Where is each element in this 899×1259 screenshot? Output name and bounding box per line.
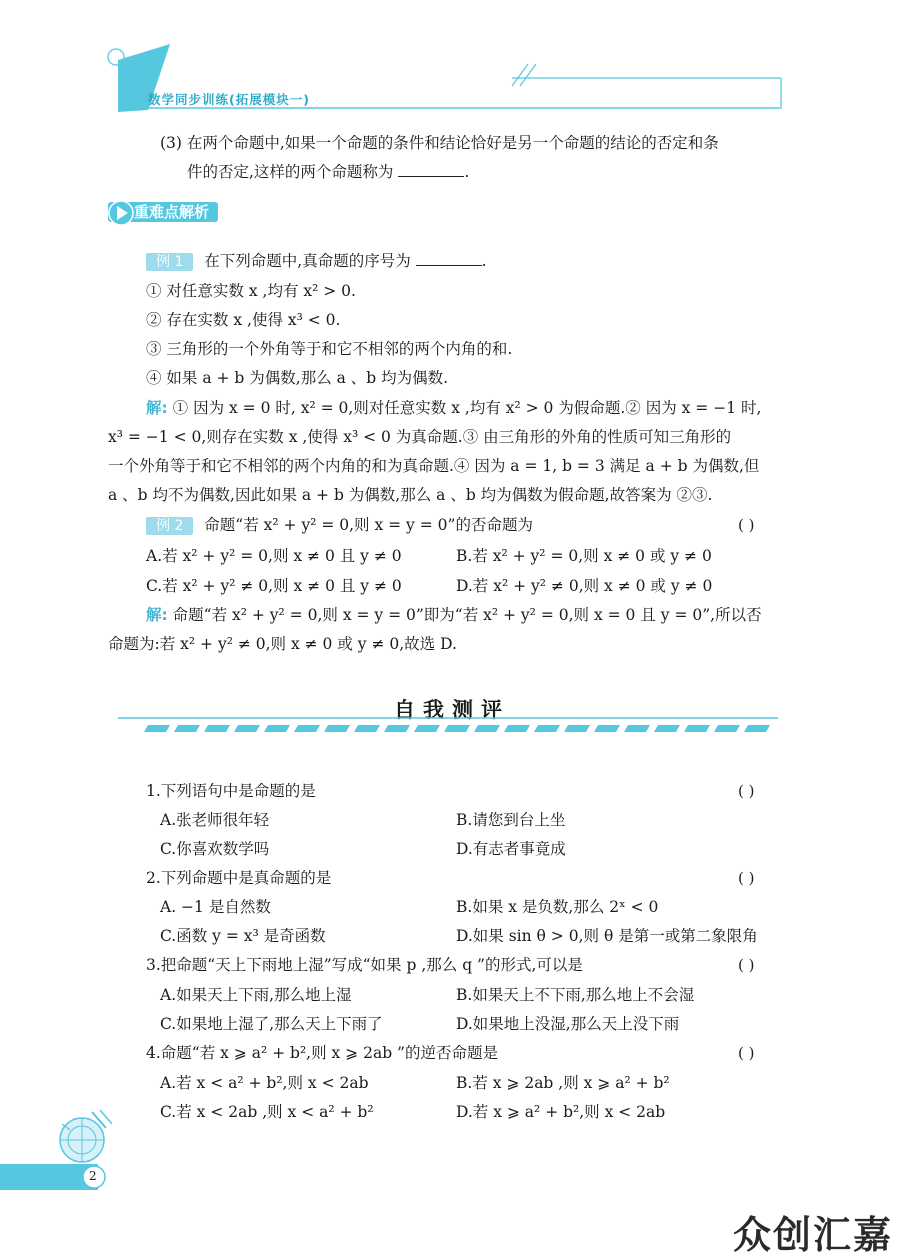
self-test-title: 自我测评 [394,698,510,722]
page-number: 2 [89,1169,97,1183]
example1-stem: 在下列命题中,真命题的序号为 [204,252,411,270]
example1-item: ① 对任意实数 x ,均有 x² > 0. [146,282,356,300]
example2-tag: 例 2 [146,517,193,535]
example1-item: ② 存在实数 x ,使得 x³ < 0. [146,311,341,329]
play-icon [108,200,136,226]
example2-paren: ( ) [738,516,755,534]
watermark: 众创汇嘉 [733,1213,894,1257]
example1-item: ④ 如果 a + b 为偶数,那么 a 、b 均为偶数. [146,369,449,387]
example2-solution-line: 命题为:若 x² + y² ≠ 0,则 x ≠ 0 或 y ≠ 0,故选 D. [108,635,457,653]
question-paren: ( ) [738,1044,755,1062]
question-stem: 1.下列语句中是命题的是 [146,782,316,800]
answer-blank [398,162,464,177]
example2-solution-line-1 [146,605,762,625]
question-paren: ( ) [738,956,755,974]
example2-option: D.若 x² + y² ≠ 0,则 x ≠ 0 或 y ≠ 0 [456,577,713,595]
footer-decoration [0,1100,160,1200]
section-label [108,201,218,222]
header-decoration [0,0,899,125]
example2-option: C.若 x² + y² ≠ 0,则 x ≠ 0 且 y ≠ 0 [146,577,402,595]
question-stem: 3.把命题“天上下雨地上湿”写成“如果 p ,那么 q ”的形式,可以是 [146,956,583,974]
question-option: B.如果天上不下雨,那么地上不会湿 [456,986,695,1004]
question-option: D.如果地上没湿,那么天上没下雨 [456,1015,680,1033]
question-stem: 4.命题“若 x ⩾ a² + b²,则 x ⩾ 2ab ”的逆否命题是 [146,1044,498,1062]
question-option: D.若 x ⩾ a² + b²,则 x < 2ab [456,1103,666,1121]
question-option: A.张老师很年轻 [160,811,270,829]
example1-blank [416,251,482,266]
example2-option: A.若 x² + y² = 0,则 x ≠ 0 且 y ≠ 0 [146,547,402,565]
example1-tag: 例 1 [146,253,193,271]
question-option: A.若 x < a² + b²,则 x < 2ab [160,1074,369,1092]
question-paren: ( ) [738,782,755,800]
example1-item: ③ 三角形的一个外角等于和它不相邻的两个内角的和. [146,340,513,358]
example2-option: B.若 x² + y² = 0,则 x ≠ 0 或 y ≠ 0 [456,547,712,565]
example1-solution-line: 一个外角等于和它不相邻的两个内角的和为真命题.④ 因为 a = 1, b = 3 满足 a + b 为偶数,但 [108,457,760,475]
example1-solution-line: x³ = −1 < 0,则存在实数 x ,使得 x³ < 0 为真命题.③ 由三角形的外角的性质可知三角形的 [108,428,732,446]
solution-label: 解: [146,606,168,624]
intro-line-1: (3) 在两个命题中,如果一个命题的条件和结论恰好是另一个命题的结论的否定和条 [160,134,719,152]
intro-end: . [464,163,470,181]
title-underline [110,716,785,736]
question-paren: ( ) [738,869,755,887]
question-option: B.若 x ⩾ 2ab ,则 x ⩾ a² + b² [456,1074,670,1092]
question-option: B.如果 x 是负数,那么 2ˣ < 0 [456,898,659,916]
intro-line-2 [187,162,469,182]
question-option: C.函数 y = x³ 是奇函数 [160,927,326,945]
example2-stem: 命题“若 x² + y² = 0,则 x = y = 0”的否命题为 [204,516,533,534]
example1-solution-line: a 、b 均不为偶数,因此如果 a + b 为偶数,那么 a 、b 均为偶数为假命题,故答案为 ②③. [108,486,713,504]
question-option: A. −1 是自然数 [160,898,271,916]
question-stem: 2.下列命题中是真命题的是 [146,869,332,887]
question-option: C.若 x < 2ab ,则 x < a² + b² [160,1103,374,1121]
section-label-text: 重难点解析 [108,202,218,222]
solution-text: 命题“若 x² + y² = 0,则 x = y = 0”即为“若 x² + y² = 0,则 x = 0 且 y = 0”,所以否 [172,606,762,624]
example1-end: . [481,252,487,270]
example1-solution-line-1 [146,398,761,418]
question-option: D.如果 sin θ > 0,则 θ 是第一或第二象限角 [456,927,758,945]
intro-line-2-text: 件的否定,这样的两个命题称为 [187,163,394,181]
question-option: A.如果天上下雨,那么地上湿 [160,986,352,1004]
question-option: C.你喜欢数学吗 [160,840,270,858]
question-option: C.如果地上湿了,那么天上下雨了 [160,1015,383,1033]
solution-label: 解: [146,399,168,417]
solution-text: ① 因为 x = 0 时, x² = 0,则对任意实数 x ,均有 x² > 0 为假命题.② 因为 x = −1 时, [172,399,762,417]
example2-stem-line [146,515,533,536]
book-title: 数学同步训练(拓展模块一) [148,92,310,107]
question-option: D.有志者事竟成 [456,840,566,858]
example1-stem-line [146,251,487,272]
question-option: B.请您到台上坐 [456,811,566,829]
